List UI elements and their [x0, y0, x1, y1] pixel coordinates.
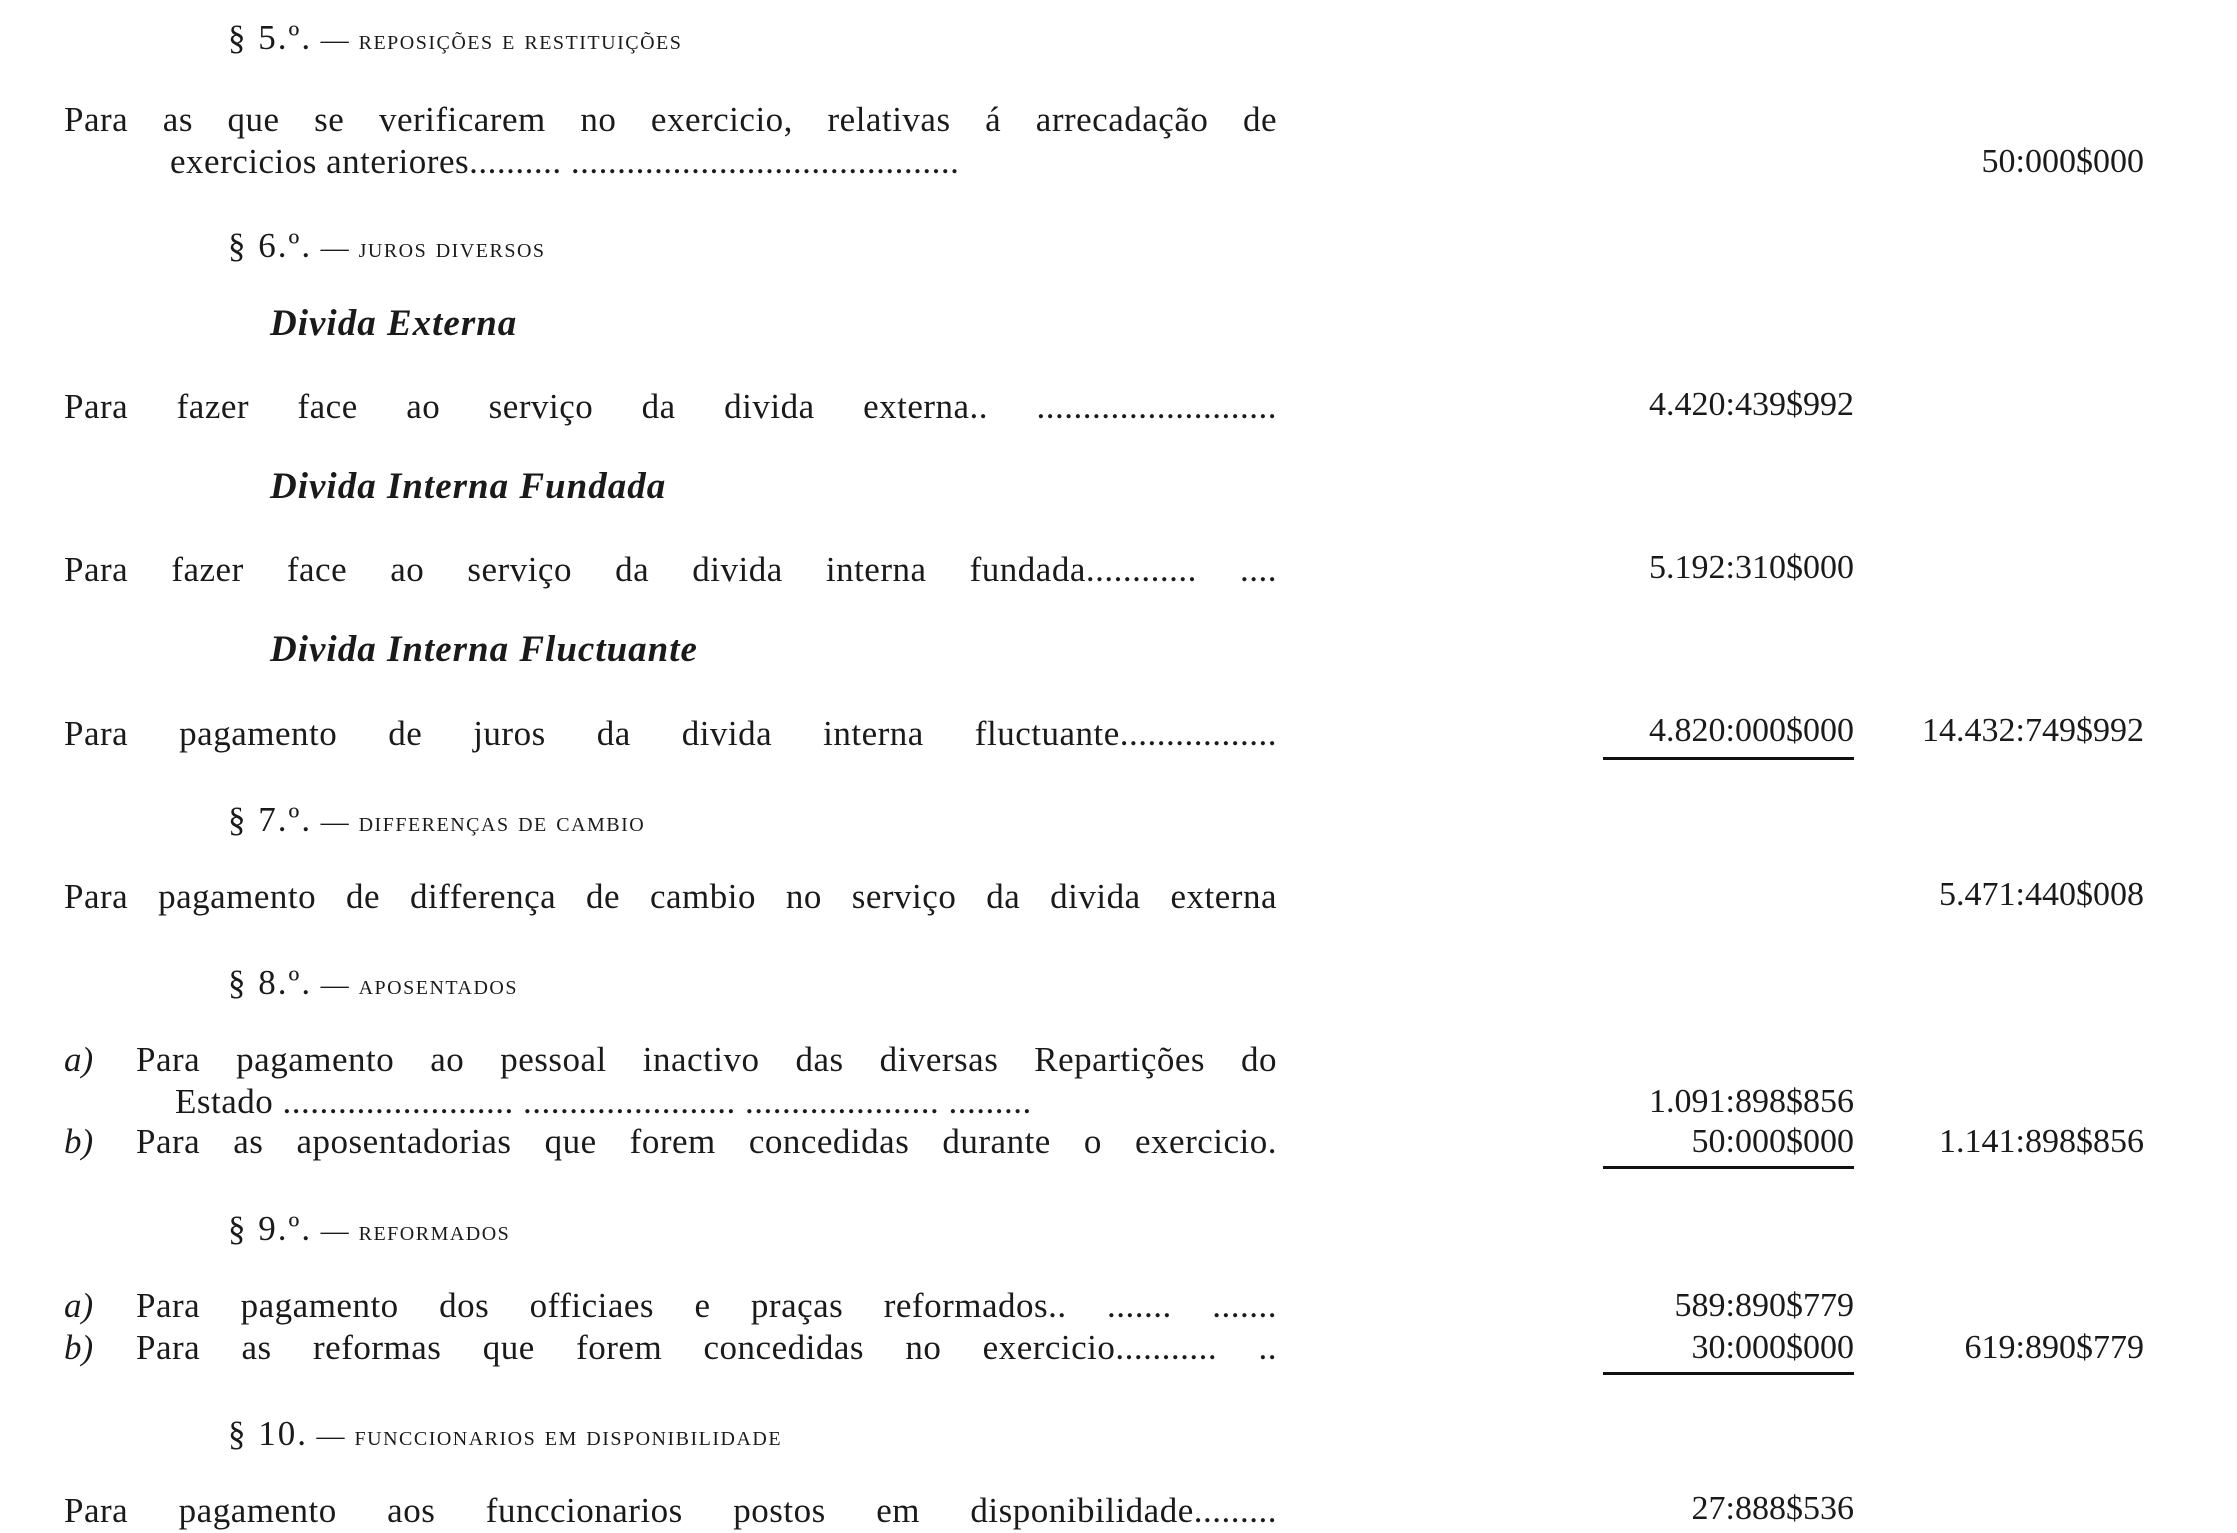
- item-text-line: Para pagamento dos officiaes e praças reformados.. ....... .......: [136, 1286, 1277, 1325]
- section-title: — reposições e restituições: [320, 25, 683, 56]
- section-number: § 7.º.: [228, 800, 313, 839]
- section-heading-8: [228, 963, 518, 1003]
- item-marker: a): [64, 1286, 94, 1325]
- item-amount: 50:000$000: [1691, 1123, 1854, 1160]
- subheading-divida-interna-fluctuante: Divida Interna Fluctuante: [270, 629, 698, 670]
- subheading-divida-externa: Divida Externa: [270, 303, 518, 344]
- item-amount: 589:890$779: [1674, 1287, 1854, 1324]
- section-total-amount: 50:000$000: [1981, 143, 2144, 180]
- section-number: § 5.º.: [228, 18, 313, 57]
- item-text-line: Para as aposentadorias que forem concedidas durante o exercicio.: [136, 1122, 1277, 1161]
- section-title: — reformados: [320, 1216, 511, 1247]
- section-title: — juros diversos: [320, 233, 546, 264]
- item-amount: 4.820:000$000: [1649, 712, 1854, 749]
- section-heading-9: [228, 1209, 510, 1249]
- section-total-amount: 619:890$779: [1964, 1329, 2144, 1366]
- item-marker: b): [64, 1328, 94, 1367]
- section-heading-6: [228, 226, 546, 266]
- section-title: — funccionarios em disponibilidade: [316, 1421, 783, 1452]
- section-number: § 6.º.: [228, 226, 313, 265]
- item-amount: 5.192:310$000: [1649, 549, 1854, 586]
- section-total-amount: 1.141:898$856: [1939, 1123, 2144, 1160]
- item-text-line: exercicios anteriores.......... ..........................................: [170, 142, 960, 181]
- item-amount: 27:888$536: [1691, 1490, 1854, 1527]
- section-title: — aposentados: [320, 970, 518, 1001]
- section-heading-7: [228, 800, 645, 840]
- section-total-amount: 5.471:440$008: [1939, 876, 2144, 913]
- item-text-line: Para fazer face ao serviço da divida interna fundada............ ....: [64, 550, 1277, 589]
- item-text-line: Para fazer face ao serviço da divida externa.. ..........................: [64, 387, 1277, 426]
- subheading-divida-interna-fundada: Divida Interna Fundada: [270, 466, 667, 507]
- item-text-line: Para pagamento ao pessoal inactivo das diversas Repartições do: [136, 1040, 1277, 1079]
- item-marker: a): [64, 1040, 94, 1079]
- subtotal-rule: [1603, 1166, 1854, 1169]
- item-text-line: Para as reformas que forem concedidas no exercicio........... ..: [136, 1328, 1277, 1367]
- item-amount: 4.420:439$992: [1649, 386, 1854, 423]
- section-title: — differenças de cambio: [320, 807, 646, 838]
- item-text-line: Para as que se verificarem no exercicio, relativas á arrecadação de: [64, 100, 1277, 139]
- section-number: § 8.º.: [228, 963, 313, 1002]
- item-amount: 1.091:898$856: [1649, 1083, 1854, 1120]
- item-text-line: Estado ......................... ....................... ..................... .........: [175, 1082, 1032, 1121]
- section-number: § 9.º.: [228, 1209, 313, 1248]
- item-amount: 30:000$000: [1691, 1329, 1854, 1366]
- section-number: § 10.: [228, 1414, 308, 1453]
- item-text-line: Para pagamento de juros da divida interna fluctuante.................: [64, 714, 1277, 753]
- subtotal-rule: [1603, 757, 1854, 760]
- subtotal-rule: [1603, 1372, 1854, 1375]
- section-total-amount: 14.432:749$992: [1922, 712, 2144, 749]
- section-heading-10: [228, 1414, 782, 1454]
- item-marker: b): [64, 1122, 94, 1161]
- item-text-line: Para pagamento de differença de cambio no serviço da divida externa: [64, 877, 1277, 916]
- item-text-line: Para pagamento aos funccionarios postos em disponibilidade.........: [64, 1491, 1277, 1530]
- section-heading-5: [228, 18, 682, 58]
